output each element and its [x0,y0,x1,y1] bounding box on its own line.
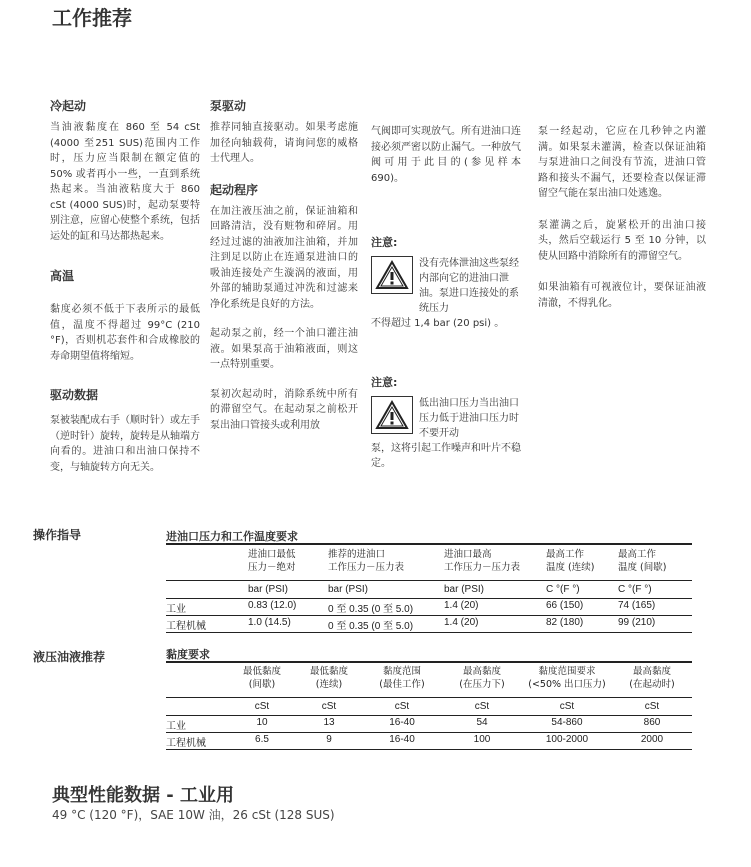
viscosity-table [166,665,692,750]
op-header-3: 进油口最高 工作压力－压力表 [444,549,521,573]
op-header-5: 最高工作 温度 (间歇) [618,549,667,573]
visc-header-4: 最高黏度 (在压力下) [459,666,505,690]
cold-start-text: 当油液黏度在 860 至 54 cSt (4000 至251 SUS)范围内工作时，压力应当限制在额定值的 50% 或者再小一些，一直到系统热起来。当油液粘度大于 860 cSt (4000 SUS)时，起动泵要特别注意，应留心使整个系统，包括运处的缸和马达都热起来。 [50,122,200,242]
page-title: 工作推荐 [52,6,132,30]
table-row: 工程机械 6.5 9 16-40 100 100-2000 2000 [166,732,692,749]
drive-data-text: 泵被装配成右手（顺时针）或左手（逆时针）旋转，旋转是从轴端方向看的。进油口和出油口保持不变，与轴旋转方向无关。 [50,415,200,473]
operation-table-rule [166,543,692,545]
visc-header-1: 最低黏度 (间歇) [242,666,281,690]
startup-text-3: 泵初次起动时，消除系统中所有的滞留空气。在起动泵之前松开泵出油口管接头或利用放 [210,388,358,431]
visc-header-6: 最高黏度 (在起动时) [629,666,675,690]
reservoir-text: 如果油箱有可视液位计，要保证油液清澈，不得乳化。 [538,282,706,309]
drive-data-heading: 驱动数据 [50,388,99,402]
tighten-text: 泵灌满之后，旋紧松开的出油口接头，然后空载运行 5 至 10 分钟，以使从回路中消除所有的滞留空气。 [538,219,706,262]
startup-text-1: 在加注液压油之前，保证油箱和回路清洁，没有赃物和碎屑。用经过过滤的油液加注油箱，并加注到足以防止在连通泵进油口的吸油连接处产生漩涡的液面，用外部的辅助泵通过冲洗和过滤来净化系统是良好的方法。 [210,205,358,310]
warning-icon [371,256,413,294]
priming-text: 泵一经起动，它应在几秒钟之内灌满。如果泵未灌满，检查以保证油箱与泵进油口之间没有节流，进油口管路和接头不漏气，还要检查以保证滞留空气能在泵出油口处逃逸。 [538,126,706,199]
visc-header-3: 黏度范围 (最佳工作) [379,666,425,690]
fluid-section-label: 液压油液推荐 [33,650,106,664]
column-4 [538,124,706,311]
warning-1-rest: 不得超过 1,4 bar (20 psi) 。 [371,318,505,329]
warning-1 [371,234,521,331]
op-header-2: 推荐的进油口 工作压力－压力表 [328,549,405,573]
high-temp-heading: 高温 [50,269,75,283]
warning-1-text: 没有壳体泄油这些泵经内部向它的进油口泄油。泵进口连接处的系统压力 [419,258,519,314]
warning-icon [371,396,413,434]
op-header-1: 进油口最低 压力－绝对 [248,549,296,573]
high-temp-text: 黏度必须不低于下表所示的最低值，温度不得超过 99°C (210 °F)，否则机芯套件和合成橡胶的寿命期望值将缩短。 [50,304,200,362]
viscosity-table-rule [166,661,692,663]
table-row: 工业 10 13 16-40 54 54-860 860 [166,715,692,732]
warning-2-text: 低出油口压力当出油口压力低于进油口压力时不要开动 [419,398,519,439]
performance-title: 典型性能数据 - 工业用 [52,785,235,806]
warning-2-rest: 泵，这将引起工作噪声和叶片不稳定。 [371,443,521,469]
table-row: 工程机械 1.0 (14.5) 0 至 0.35 (0 至 5.0) 1.4 (20) 82 (180) 99 (210) [166,615,692,632]
visc-header-2: 最低黏度 (连续) [309,666,348,690]
operation-section-label: 操作指导 [33,528,82,542]
column-3 [371,124,521,186]
cold-start-heading: 冷起动 [50,99,87,113]
performance-subtitle: 49 °C (120 °F)，SAE 10W 油，26 cSt (128 SUS) [52,808,335,822]
startup-heading: 起动程序 [210,182,259,197]
column-2 [210,97,358,433]
visc-header-5: 黏度范围要求 (<50% 出口压力) [528,666,606,690]
pump-drive-text: 推荐同轴直接驱动。如果考虑施加径向轴载荷，请询问您的威格士代理人。 [210,122,358,164]
table-row: 工业 0.83 (12.0) 0 至 0.35 (0 至 5.0) 1.4 (20) 66 (150) 74 (165) [166,598,692,615]
op-units-row: bar (PSI) bar (PSI) bar (PSI) C °(F °) C °(F °) [166,580,692,598]
visc-units-row: cSt cSt cSt cSt cSt cSt [166,697,692,715]
startup-text-2: 起动泵之前，经一个油口灌注油液。如果泵高于油箱液面，则这一点特别重要。 [210,328,358,370]
op-header-4: 最高工作 温度 (连续) [546,549,595,573]
pump-drive-heading: 泵驱动 [210,99,247,113]
warning-2-label: 注意: [371,376,398,389]
operation-table-title: 进油口压力和工作温度要求 [166,530,298,543]
warning-2 [371,374,521,471]
warning-1-label: 注意: [371,236,398,249]
operation-table [166,548,692,633]
bleed-text: 气阀即可实现放气。所有进油口连接必须严密以防止漏气。一种放气阀可用于此目的(参见样本 690)。 [371,126,521,184]
viscosity-table-title: 黏度要求 [166,648,210,661]
column-1 [50,97,200,475]
